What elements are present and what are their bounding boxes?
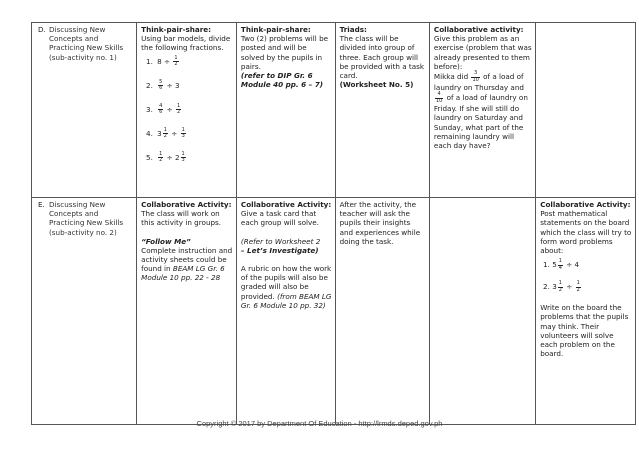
fraction: 5. $\frac{1}{2}$ [159,150,163,164]
fraction: $\frac{1}{4}$ [558,258,562,271]
reference-text: (from BEAM LG Gr. 6 Module 10 pp. 32) [240,291,332,310]
fraction: 3. $\frac{4}{6}$ [159,102,163,116]
problem-list [540,259,632,303]
reference-text: (Refer to Worksheet 2 [240,236,321,246]
list-item: 2. 3 $\frac{1}{2}$ ÷ $\frac{1}{2}$ [552,281,632,303]
activity-cell [335,23,429,198]
part-cell [32,23,137,198]
table-row [32,198,636,425]
fraction: $\frac{1}{2}$ [558,280,562,293]
list-item: 1. 8 ÷ $\frac{1}{2}$ [155,56,233,80]
activity-cell [335,198,429,425]
activity-text: Give a task card that each group will solve. [240,209,319,228]
fraction: $\frac{3}{10}$ [472,70,479,83]
fraction: $\frac{1}{2}$ [163,126,167,140]
fraction: $\frac{1}{2}$ [176,102,181,116]
activity-heading: Collaborative Activity: [240,200,332,209]
part-cell [32,198,137,425]
lesson-plan-table [31,22,636,425]
fraction: $\frac{1}{3}$ [181,150,185,164]
activity-heading: Think-pair-share: [141,25,212,34]
part-letter: D. [38,25,46,34]
list-item: 1. 5 $\frac{1}{4}$ ÷ 4 [552,259,632,281]
activity-text: The class will work on this activity in groups. [141,209,222,228]
reference-title: – Let’s Investigate) [240,245,319,255]
fraction: 2. $\frac{5}{6}$ [159,78,163,92]
activity-heading: Collaborative activity: [433,25,524,34]
list-item: 2. $\frac{5}{6}$ ÷ 3 [155,80,233,104]
activity-text: Post mathematical statements on the board which the class will try to form word problems about: [540,209,632,256]
activity-text: Using bar models, divide the following fractions. [141,34,231,53]
empty-cell [536,23,636,198]
activity-cell [137,23,237,198]
part-title: Discussing New Concepts and Practicing New Skills (sub-activity no. 2) [49,200,124,237]
reference-text: (refer to DIP Gr. 6 Module 40 pp. 6 – 7) [240,71,324,90]
activity-text: Complete instruction and activity sheets could be found in [141,245,233,274]
empty-cell [429,198,535,425]
activity-title: “Follow Me” [141,236,191,246]
activity-cell [236,198,335,425]
activity-text: Give this problem as an exercise (problem that was already presented to them before): [433,34,532,71]
activity-heading: Collaborative Activity: [141,200,232,209]
activity-text: After the activity, the teacher will ask the pupils their insights and experiences while doing the task. [339,200,421,246]
activity-text: The class will be divided into group of three. Each group will be provided with a task card. [339,34,425,81]
reference-text: BEAM LG Gr. 6 Module 10 pp. 22 - 28 [141,264,225,283]
list-item: 3. $\frac{4}{6}$ ÷ $\frac{1}{2}$ [155,104,233,128]
reference-text: (Worksheet No. 5) [339,80,414,90]
fraction-list [141,56,233,176]
list-item: 4. 3 $\frac{1}{2}$ ÷ $\frac{1}{3}$ [155,128,233,152]
activity-cell [536,198,636,425]
activity-text: Write on the board the problems that the pupils may think. Their volunteers will solve each problem on the board. [540,303,629,359]
part-letter: E. [38,200,45,209]
activity-cell [429,23,535,198]
fraction: $\frac{1}{2}$ [576,280,580,293]
activity-heading: Triads: [339,25,367,34]
activity-heading: Think-pair-share: [240,25,311,34]
activity-text: A rubric on how the work of the pupils will also be graded will also be provided. [240,264,332,301]
fraction: $\frac{1}{2}$ [174,54,178,68]
fraction: $\frac{1}{3}$ [181,126,185,140]
activity-text: Two (2) problems will be posted and will be solved by the pupils in pairs. [240,34,329,71]
activity-cell [137,198,237,425]
activity-heading: Collaborative Activity: [540,200,631,209]
fraction: $\frac{4}{10}$ [435,91,443,104]
part-title: Discussing New Concepts and Practicing New Skills (sub-activity no. 1) [49,25,124,62]
word-problem: Mikka did $\frac{3}{10}$ of a load of laundry on Thursday and $\frac{4}{10}$ of a load of laundry on Friday. If she will still do laundry on Saturday and Sunday, what part of the remaining laundry will each day have? [433,70,528,151]
copyright-footer: Copyright © 2017 by Department Of Education - http://lrmds.deped.gov.ph [196,419,443,428]
list-item: 5. $\frac{1}{2}$ ÷ 2 $\frac{1}{3}$ [155,152,233,176]
table-row [32,23,636,198]
activity-cell [236,23,335,198]
